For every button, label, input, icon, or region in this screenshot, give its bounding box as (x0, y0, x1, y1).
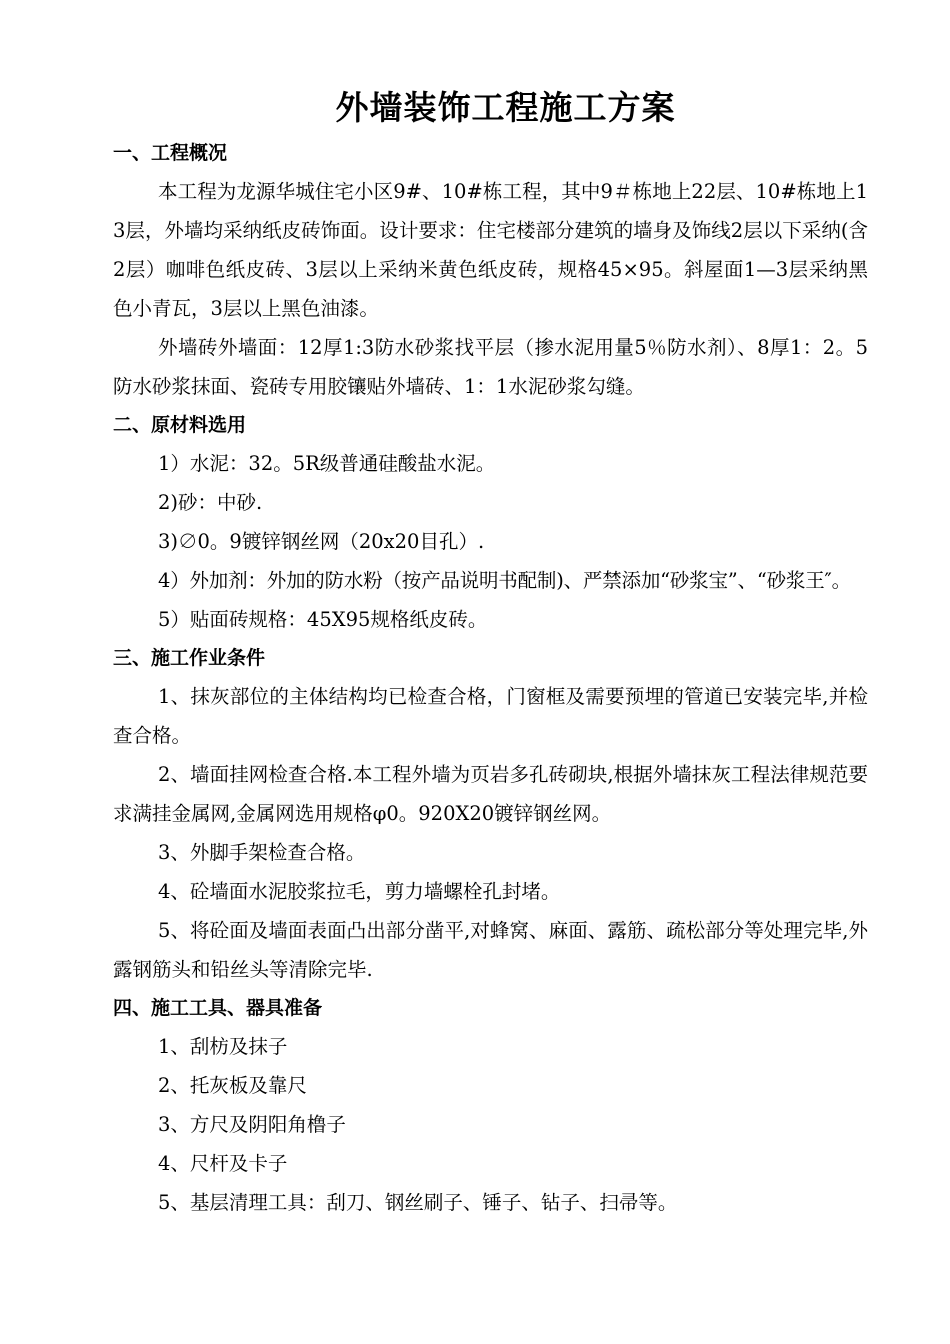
list-item: 2、墙面挂网检查合格.本工程外墙为页岩多孔砖砌块,根据外墙抹灰工程法律规范要求满挂金属网,金属网选用规格φ0。920X20镀锌钢丝网。 (113, 763, 868, 825)
paragraph: 本工程为龙源华城住宅小区9#、10#栋工程，其中9＃栋地上22层、10#栋地上13层，外墙均采纳纸皮砖饰面。设计要求：住宅楼部分建筑的墙身及饰线2层以下采纳(含2层）咖啡色纸皮砖、3层以上采纳米黄色纸皮砖，规格45×95。斜屋面1—3层采纳黑色小青瓦，3层以上黑色油漆。 (113, 180, 868, 320)
list-item: 1）水泥：32。5R级普通硅酸盐水泥。 (158, 452, 496, 475)
list-item: 2)砂：中砂. (158, 491, 263, 514)
list-item: 2、托灰板及靠尺 (158, 1074, 307, 1097)
list-item: 1、抹灰部位的主体结构均已检查合格，门窗框及需要预埋的管道已安装完毕,并检查合格。 (113, 685, 868, 747)
list-item: 3、方尺及阴阳角橹子 (158, 1113, 346, 1136)
list-item: 4、砼墙面水泥胶浆拉毛，剪力墙螺栓孔封堵。 (158, 880, 561, 903)
section-conditions (113, 639, 868, 989)
section-tools (113, 989, 868, 1222)
paragraph: 外墙砖外墙面：12厚1:3防水砂浆找平层（掺水泥用量5％防水剂）、8厚1：2。5防水砂浆抹面、瓷砖专用胶镶贴外墙砖、1：1水泥砂浆勾缝。 (113, 336, 868, 398)
list-item: 3、外脚手架检查合格。 (158, 841, 366, 864)
document-title: 外墙装饰工程施工方案 (335, 88, 676, 127)
list-item: 5、将砼面及墙面表面凸出部分凿平,对蜂窝、麻面、露筋、疏松部分等处理完毕,外露钢筋头和铅丝头等清除完毕. (113, 919, 868, 981)
list-item: 3)∅0。9镀锌钢丝网（20x20目孔）. (158, 530, 485, 553)
section-heading: 四、施工工具、器具准备 (113, 997, 323, 1019)
section-heading: 二、原材料选用 (113, 414, 247, 436)
section-heading: 三、施工作业条件 (113, 647, 266, 669)
section-overview (113, 134, 868, 406)
section-heading: 一、工程概况 (113, 142, 228, 164)
list-item: 4）外加剂：外加的防水粉（按产品说明书配制)、严禁添加“砂浆宝”、“砂浆王″。 (158, 569, 851, 592)
list-item: 1、刮枋及抹子 (158, 1035, 288, 1058)
list-item: 4、尺杆及卡子 (158, 1152, 288, 1175)
section-materials (113, 406, 868, 639)
list-item: 5、基层清理工具：刮刀、钢丝刷子、锤子、钻子、扫帚等。 (158, 1191, 678, 1214)
list-item: 5）贴面砖规格：45X95规格纸皮砖。 (158, 608, 488, 631)
